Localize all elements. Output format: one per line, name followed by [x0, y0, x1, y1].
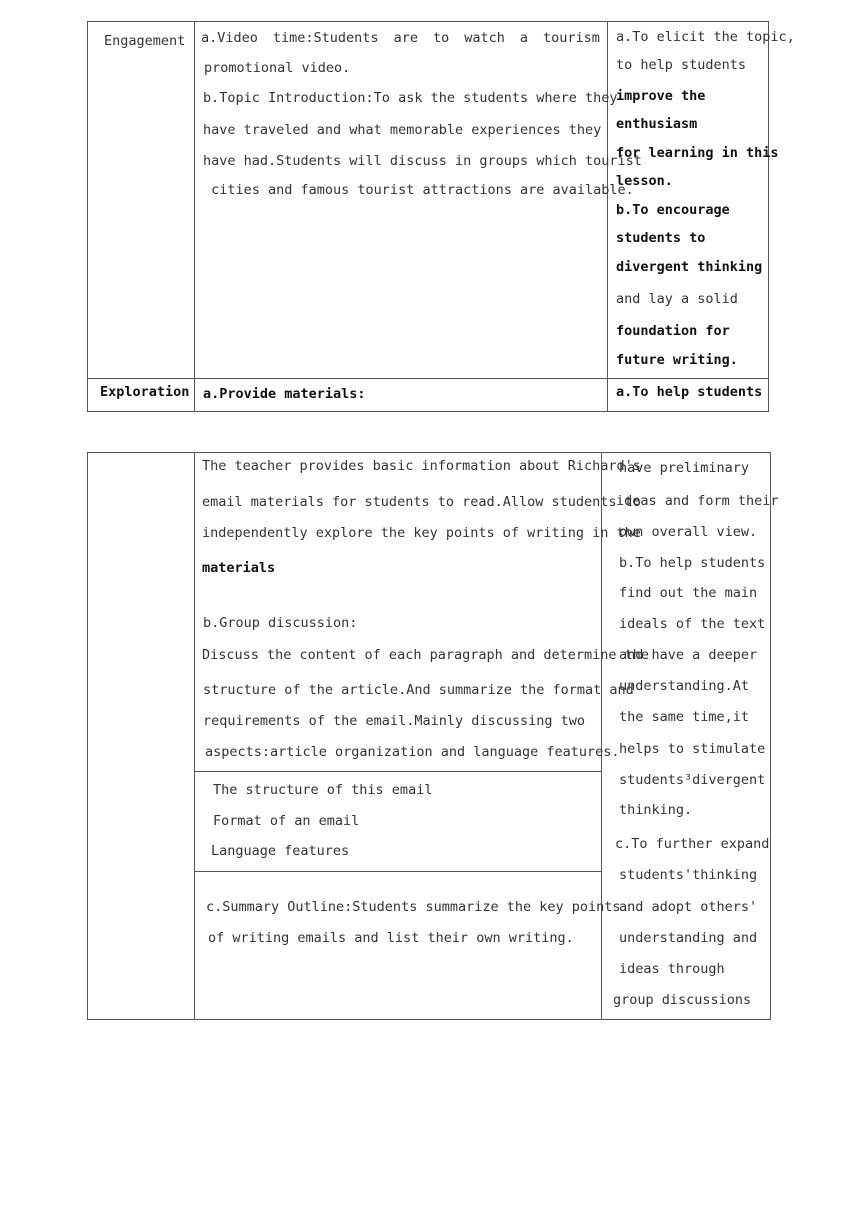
row-divider: [195, 771, 602, 772]
activity-line: The teacher provides basic information about Richard's: [202, 458, 641, 474]
purpose-line: ideas through: [619, 961, 725, 977]
purpose-line: students³divergent: [619, 772, 766, 788]
activity-line: email materials for students to read.Allow students to: [202, 494, 641, 510]
outline-item: Language features: [211, 843, 350, 859]
purpose-line: and adopt others': [619, 899, 758, 915]
purpose-line: helps to stimulate: [619, 741, 766, 757]
purpose-line: ideals of the text: [619, 616, 766, 632]
activity-line: Discuss the content of each paragraph and determine the: [202, 647, 650, 663]
purpose-line: the same time,it: [619, 709, 750, 725]
activity-word: a: [519, 30, 529, 46]
summary-line: of writing emails and list their own writing.: [208, 930, 574, 946]
purpose-line: a.To elicit the topic,: [616, 29, 795, 45]
purpose-line: b.To help students: [619, 555, 766, 571]
purpose-line: b.To encourage: [616, 202, 730, 218]
activity-word: a.Video: [201, 30, 258, 46]
activity-line: promotional video.: [204, 60, 351, 76]
activity-line: b.Group discussion:: [203, 615, 358, 631]
stage-exploration: Exploration: [100, 384, 190, 400]
purpose-line: for learning in this: [616, 145, 779, 161]
row-divider: [88, 378, 768, 379]
purpose-line: understanding.At: [619, 678, 750, 694]
activity-word: to: [432, 30, 450, 46]
column-divider: [194, 453, 195, 1019]
activity-line: aspects:article organization and language features.: [205, 744, 620, 760]
purpose-line: students to: [616, 230, 706, 246]
activity-line: materials: [202, 560, 276, 576]
purpose-line: and lay a solid: [616, 291, 738, 307]
activity-line: cities and famous tourist attractions are available.: [203, 182, 634, 198]
activity-line: requirements of the email.Mainly discussing two: [203, 713, 586, 729]
summary-line: c.Summary Outline:Students summarize the key points: [206, 899, 621, 915]
column-divider: [194, 22, 195, 411]
exploration-activity: a.Provide materials:: [203, 386, 366, 402]
lesson-table-2: [87, 452, 779, 1020]
purpose-line: lesson.: [616, 173, 673, 189]
purpose-line: have preliminary: [619, 460, 750, 476]
exploration-purpose: a.To help students: [616, 384, 763, 400]
activity-line-1: [201, 30, 600, 46]
purpose-line: enthusiasm: [616, 116, 698, 132]
activity-word: time:Students: [272, 30, 379, 46]
activity-line: structure of the article.And summarize the format and: [203, 682, 634, 698]
stage-engagement: Engagement: [104, 33, 186, 49]
column-divider: [607, 22, 608, 411]
purpose-line: thinking.: [619, 802, 693, 818]
activity-line: have traveled and what memorable experiences they: [203, 122, 602, 138]
purpose-line: students'thinking: [619, 867, 758, 883]
purpose-line: improve the: [616, 88, 706, 104]
activity-word: are: [393, 30, 418, 46]
purpose-line: ideas and form their: [616, 493, 779, 509]
outline-item: Format of an email: [213, 813, 360, 829]
purpose-line: and have a deeper: [619, 647, 758, 663]
purpose-line: future writing.: [616, 352, 738, 368]
activity-line: have had.Students will discuss in groups which tourist: [203, 153, 642, 169]
purpose-line: c.To further expand: [615, 836, 770, 852]
purpose-line: divergent thinking: [616, 259, 763, 275]
activity-word: tourism: [543, 30, 600, 46]
activity-line: independently explore the key points of writing in the: [202, 525, 641, 541]
purpose-line: own overall view.: [619, 524, 758, 540]
purpose-line: foundation for: [616, 323, 730, 339]
activity-line: b.Topic Introduction:To ask the students where they: [203, 90, 618, 106]
purpose-line: understanding and: [619, 930, 758, 946]
activity-word: watch: [464, 30, 505, 46]
lesson-table-1: [87, 21, 795, 412]
outline-item: The structure of this email: [213, 782, 433, 798]
row-divider: [195, 871, 602, 872]
purpose-line: group discussions: [613, 992, 752, 1008]
purpose-line: to help students: [616, 57, 747, 73]
purpose-line: find out the main: [619, 585, 758, 601]
